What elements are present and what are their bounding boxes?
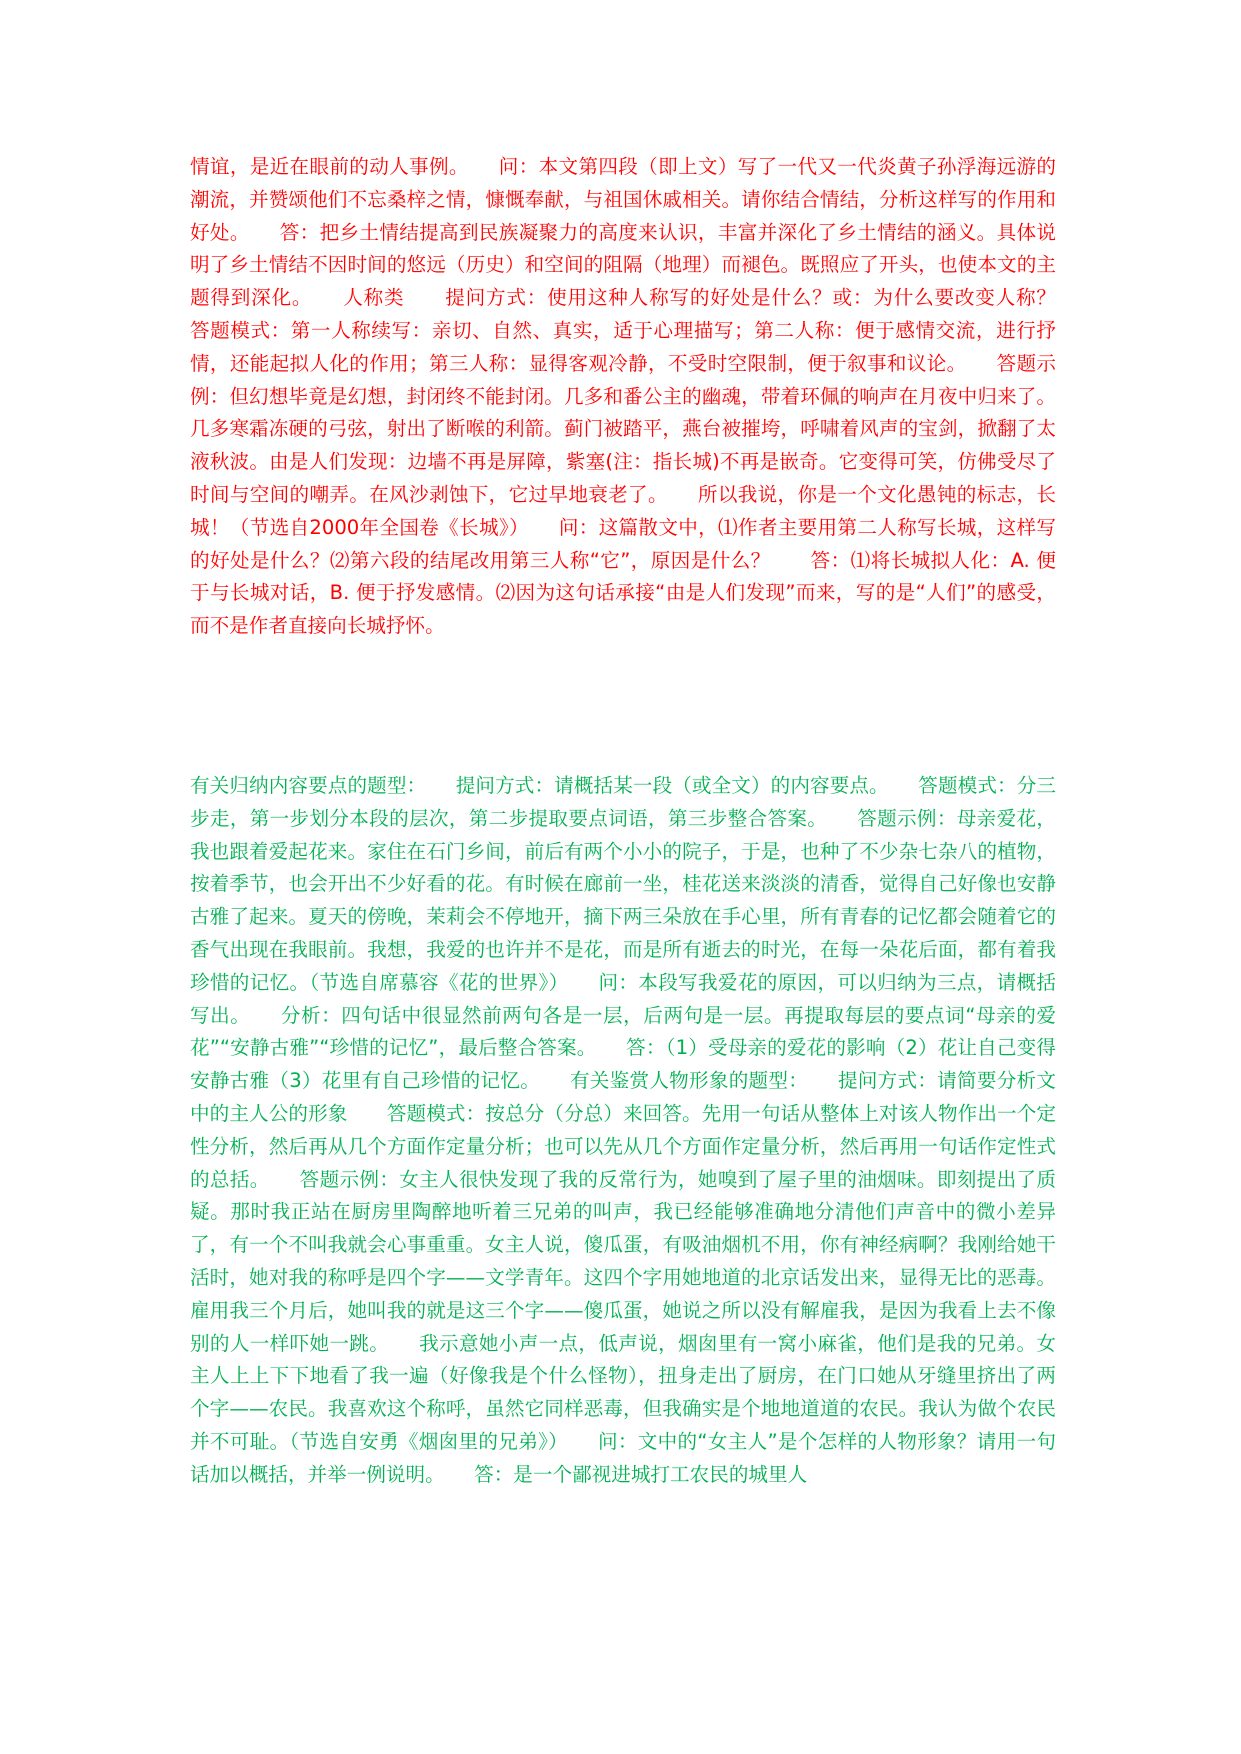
green-text-paragraph: 有关归纳内容要点的题型： 提问方式：请概括某一段（或全文）的内容要点。 答题模式：分三步走，第一步划分本段的层次，第二步提取要点词语，第三步整合答案。 答题示例：母亲爱花，我也跟着爱起花来。家住在石门乡间，前后有两个小小的院子，于是，也种了不少杂七杂八的植物，按着季节，也会开出不少好看的花。有时候在廊前一坐，桂花送来淡淡的清香，觉得自己好像也安静古雅了起来。夏天的傍晚，茉莉会不停地开，摘下两三朵放在手心里，所有青春的记忆都会随着它的香气出现在我眼前。我想，我爱的也许并不是花，而是所有逝去的时光，在每一朵花后面，都有着我珍惜的记忆。（节选自席慕容《花的世界》） 问：本段写我爱花的原因，可以归纳为三点，请概括写出。 分析：四句话中很显然前两句各是一层，后两句是一层。再提取每层的要点词“母亲的爱花”“安静古雅”“珍惜的记忆”，最后整合答案。 答：（1）受母亲的爱花的影响（2）花让自己变得安静古雅（3）花里有自己珍惜的记忆。 有关鉴赏人物形象的题型： 提问方式：请简要分析文中的主人公的形象 答题模式：按总分（分总）来回答。先用一句话从整体上对该人物作出一个定性分析，然后再从几个方面作定量分析；也可以先从几个方面作定量分析，然后再用一句话作定性式的总括。 答题示例：女主人很快发现了我的反常行为，她嗅到了屋子里的油烟味。即刻提出了质疑。那时我正站在厨房里陶醉地听着三兄弟的叫声，我已经能够准确地分清他们声音中的微小差异了，有一个不叫我就会心事重重。女主人说，傻瓜蛋，有吸油烟机不用，你有神经病啊？我刚给她干活时，她对我的称呼是四个字——文学青年。这四个字用她地道的北京话发出来，显得无比的恶毒。雇用我三个月后，她叫我的就是这三个字——傻瓜蛋，她说之所以没有解雇我，是因为我看上去不像别的人一样吓她一跳。 我示意她小声一点，低声说，烟囱里有一窝小麻雀，他们是我的兄弟。女主人上上下下地看了我一遍（好像我是个什么怪物），扭身走出了厨房，在门口她从牙缝里挤出了两个字——农民。我喜欢这个称呼，虽然它同样恶毒，但我确实是个地地道道的农民。我认为做个农民并不可耻。（节选自安勇《烟囱里的兄弟》） 问：文中的“女主人”是个怎样的人物形象？请用一句话加以概括，并举一例说明。 答：是一个鄙视进城打工农民的城里人 — [190, 774, 1056, 1486]
red-text-paragraph: 情谊，是近在眼前的动人事例。 问：本文第四段（即上文）写了一代又一代炎黄子孙浮海远游的潮流，并赞颂他们不忘桑梓之情，慷慨奉献，与祖国休戚相关。请你结合情结，分析这样写的作用和好处。 答：把乡土情结提高到民族凝聚力的高度来认识，丰富并深化了乡土情结的涵义。具体说明了乡土情结不因时间的悠远（历史）和空间的阻隔（地理）而褪色。既照应了开头，也使本文的主题得到深化。 人称类 提问方式：使用这种人称写的好处是什么？或：为什么要改变人称？ 答题模式：第一人称续写：亲切、自然、真实，适于心理描写；第二人称：便于感情交流，进行抒情，还能起拟人化的作用；第三人称：显得客观冷静，不受时空限制，便于叙事和议论。 答题示例：但幻想毕竟是幻想，封闭终不能封闭。几多和番公主的幽魂，带着环佩的响声在月夜中归来了。几多寒霜冻硬的弓弦，射出了断喉的利箭。蓟门被踏平，燕台被摧垮，呼啸着风声的宝剑，掀翻了太液秋波。由是人们发现：边墙不再是屏障，紫塞(注：指长城)不再是嵌奇。它变得可笑，仿佛受尽了时间与空间的嘲弄。在风沙剥蚀下，它过早地衰老了。 所以我说，你是一个文化愚钝的标志，长城！（节选自2000年全国卷《长城》） 问：这篇散文中，⑴作者主要用第二人称写长城，这样写的好处是什么？⑵第六段的结尾改用第三人称“它”，原因是什么？ 答：⑴将长城拟人化：A. 便于与长城对话，B. 便于抒发感情。⑵因为这句话承接“由是人们发现”而来，写的是“人们”的感受，而不是作者直接向长城抒怀。 — [190, 155, 1096, 638]
